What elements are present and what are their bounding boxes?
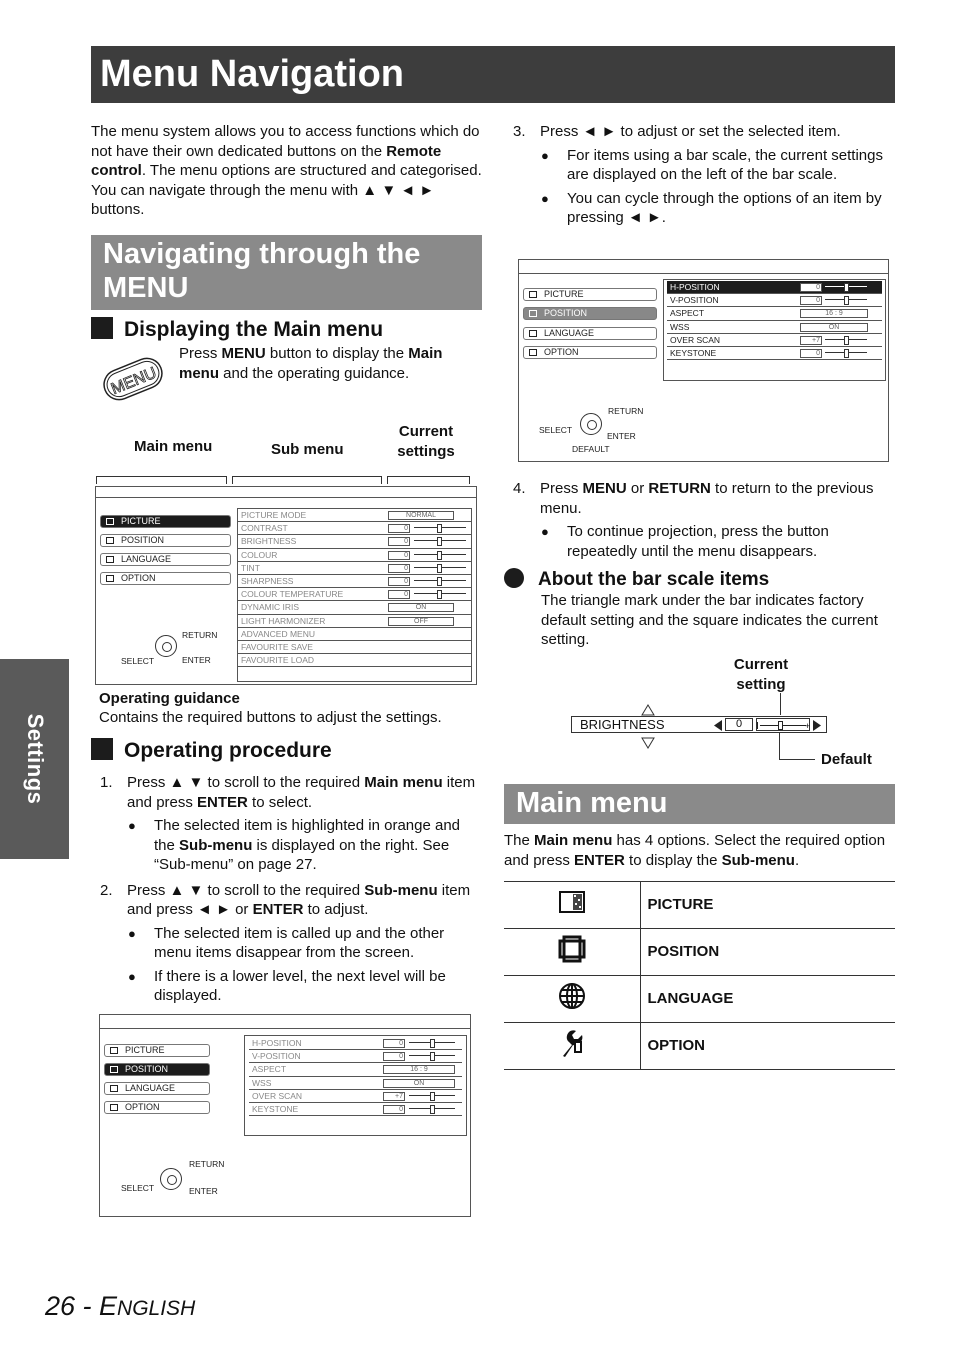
step-2-note-1: ● The selected item is called up and the other menu items disappear from the screen. — [127, 924, 483, 963]
bracket-sub-menu — [232, 476, 382, 484]
osd-main-item-picture: PICTURE — [523, 288, 657, 301]
operating-guidance-title: Operating guidance — [99, 690, 240, 707]
operating-guidance-text: Contains the required buttons to adjust the settings. — [99, 709, 442, 726]
osd-row: ADVANCED MENU — [238, 628, 471, 641]
step-2: 2. Press ▲ ▼ to scroll to the required Sub-menu item and press ◄ ► or ENTER to adjust. ● The selected item is called up and the other menu items disappear from the screen. ● If there is a lower level, the next level will be displayed. — [91, 881, 483, 1006]
section-heading-navigating: Navigating through the MENU — [91, 235, 482, 310]
label-current-setting: Current setting — [733, 656, 789, 693]
osd-row: TINT 0 — [238, 562, 471, 575]
osd-main-item-language: LANGUAGE — [104, 1082, 210, 1095]
osd-row: H-POSITION 0 — [667, 281, 882, 294]
osd-row: KEYSTONE 0 — [249, 1103, 462, 1116]
bracket-main-menu — [96, 476, 227, 484]
table-row — [504, 882, 895, 929]
step-1: 1. Press ▲ ▼ to scroll to the required Main menu item and press ENTER to select. ● The selected item is highlighted in orange and the Sub-menu is displayed on the right. See “Sub-menu” on page 27. — [91, 773, 483, 875]
osd-main-item-option: OPTION — [523, 346, 657, 359]
osd-row: BRIGHTNESS 0 — [238, 535, 471, 548]
bracket-current-settings — [387, 476, 470, 484]
section-heading-main-menu: Main menu — [504, 784, 895, 824]
label-main-menu: Main menu — [134, 438, 213, 455]
osd-row: H-POSITION 0 — [249, 1037, 462, 1050]
svg-text:MENU: MENU — [108, 364, 159, 399]
table-row — [504, 976, 895, 1023]
osd-row: FAVOURITE SAVE — [238, 641, 471, 654]
side-tab-label: Settings — [22, 713, 48, 805]
osd-position-submenu — [244, 1035, 467, 1136]
osd-guide-return: RETURN — [182, 630, 218, 640]
pointer-current — [780, 693, 781, 715]
osd-guide-enter: ENTER — [189, 1186, 218, 1196]
right-arrow-icon — [813, 719, 821, 734]
menu-button-icon — [97, 348, 169, 416]
osd-row: DYNAMIC IRIS ON — [238, 601, 471, 614]
osd-row: FAVOURITE LOAD — [238, 654, 471, 667]
main-menu-options-table — [504, 881, 895, 1070]
label-current-settings: Current settings — [397, 423, 455, 460]
osd-row: OVER SCAN +7 — [667, 334, 882, 347]
step-1-note: ● The selected item is highlighted in orange and the Sub-menu is displayed on the right. See “Sub-menu” on page 27. — [127, 816, 483, 875]
bar-track: + — [756, 718, 810, 731]
osd-row: COLOUR 0 — [238, 549, 471, 562]
main-menu-intro: The Main menu has 4 options. Select the required option and press ENTER to display the Sub-menu. — [504, 832, 886, 869]
left-arrow-icon — [714, 719, 722, 734]
osd-guide-return: RETURN — [608, 406, 644, 416]
osd-picture-menu — [95, 486, 477, 685]
step-3-note-1: ● For items using a bar scale, the current settings are displayed on the left of the bar scale. — [540, 146, 896, 185]
step-4-note: ● To continue projection, press the button repeatedly until the menu disappears. — [540, 522, 896, 561]
picture-icon — [559, 891, 585, 913]
pointer-default-h — [779, 759, 815, 760]
step-3-note-2: ● You can cycle through the options of an item by pressing ◄ ►. — [540, 189, 896, 228]
osd-dpad-icon — [155, 635, 177, 657]
osd-row: COLOUR TEMPERATURE 0 — [238, 588, 471, 601]
option-wrench-icon — [559, 1028, 585, 1058]
intro-paragraph: The menu system allows you to access functions which do not have their own dedicated buttons on the Remote control. The menu options are structured and categorised. You can navigate through the menu with ▲ ▼ ◄ ► buttons. — [91, 123, 482, 218]
osd-row: SHARPNESS 0 — [238, 575, 471, 588]
bar-scale-example: BRIGHTNESS 0 + — [571, 716, 827, 733]
osd-guide-return: RETURN — [189, 1159, 225, 1169]
osd-position-menu-right — [518, 259, 889, 462]
osd-main-item-option: OPTION — [104, 1101, 210, 1114]
step-2-note-2: ● If there is a lower level, the next level will be displayed. — [127, 967, 483, 1006]
osd-guide-default: DEFAULT — [572, 444, 610, 454]
square-bullet-icon — [91, 738, 113, 760]
osd-row: ASPECT 16 : 9 — [249, 1063, 462, 1076]
osd-guide-select: SELECT — [539, 425, 573, 435]
osd-row: WSS ON — [667, 321, 882, 334]
position-icon — [557, 935, 587, 963]
osd-row: ASPECT 16 : 9 — [667, 307, 882, 320]
label-sub-menu: Sub menu — [271, 441, 344, 458]
osd-row: OVER SCAN +7 — [249, 1090, 462, 1103]
osd-guide-select: SELECT — [121, 1183, 155, 1193]
language-globe-icon — [558, 982, 586, 1010]
osd-row: WSS ON — [249, 1077, 462, 1090]
settings-side-tab — [0, 659, 69, 859]
osd-guide-enter: ENTER — [607, 431, 636, 441]
osd-picture-submenu — [237, 508, 472, 682]
table-row — [504, 1023, 895, 1070]
heading-operating-procedure: Operating procedure — [91, 738, 332, 763]
osd-main-item-picture: PICTURE — [104, 1044, 210, 1057]
page-number: 26 - — [45, 1291, 100, 1321]
procedure-steps-1-2 — [91, 773, 483, 1006]
main-menu-label-option: OPTION — [640, 1023, 895, 1070]
procedure-step-3: 3. Press ◄ ► to adjust or set the selected item. ● For items using a bar scale, the current settings are displayed on the left of the bar scale. ● You can cycle through the options of an item by pressing ◄ ►. — [504, 122, 896, 228]
label-default: Default — [821, 751, 872, 768]
main-menu-label-language: LANGUAGE — [640, 976, 895, 1023]
osd-position-menu-left — [99, 1014, 471, 1217]
procedure-step-4: 4. Press MENU or RETURN to return to the previous menu. ● To continue projection, press the button repeatedly until the menu disappears. — [504, 479, 896, 561]
osd-row: V-POSITION 0 — [249, 1050, 462, 1063]
main-menu-label-position: POSITION — [640, 929, 895, 976]
down-triangle-icon — [641, 735, 655, 755]
osd-main-item-position: POSITION — [104, 1063, 210, 1076]
osd-main-item-option: OPTION — [100, 572, 231, 585]
osd-main-item-language: LANGUAGE — [523, 327, 657, 340]
osd-guide-select: SELECT — [121, 656, 155, 666]
osd-dpad-icon — [160, 1168, 182, 1190]
bar-value-box: 0 — [725, 718, 753, 731]
page-footer: 26 - ENGLISH — [45, 1291, 196, 1321]
osd-guide-enter: ENTER — [182, 655, 211, 665]
table-row — [504, 929, 895, 976]
osd-row: V-POSITION 0 — [667, 294, 882, 307]
osd-row: LIGHT HARMONIZER OFF — [238, 615, 471, 628]
osd-main-item-position: POSITION — [100, 534, 231, 547]
osd-row: CONTRAST 0 — [238, 522, 471, 535]
page-title-bar — [91, 46, 895, 103]
osd-row: KEYSTONE 0 — [667, 347, 882, 360]
heading-bar-scale: About the bar scale items — [504, 568, 769, 592]
osd-row: PICTURE MODE NORMAL — [238, 509, 471, 522]
page-title: Menu Navigation — [100, 53, 405, 95]
heading-displaying-main-menu: Displaying the Main menu — [91, 317, 383, 342]
pointer-default-v — [779, 733, 780, 759]
osd-main-item-language: LANGUAGE — [100, 553, 231, 566]
press-menu-text: Press MENU button to display the Main menu and the operating guidance. — [179, 345, 443, 382]
osd-position-submenu-active — [663, 279, 886, 381]
bar-scale-text: The triangle mark under the bar indicates factory default setting and the square indicates the current setting. — [541, 592, 878, 648]
osd-main-item-position: POSITION — [523, 307, 657, 320]
osd-dpad-icon — [580, 413, 602, 435]
circle-bullet-icon — [504, 568, 524, 588]
main-menu-label-picture: PICTURE — [640, 882, 895, 929]
osd-main-item-picture: PICTURE — [100, 515, 231, 528]
square-bullet-icon — [91, 317, 113, 339]
